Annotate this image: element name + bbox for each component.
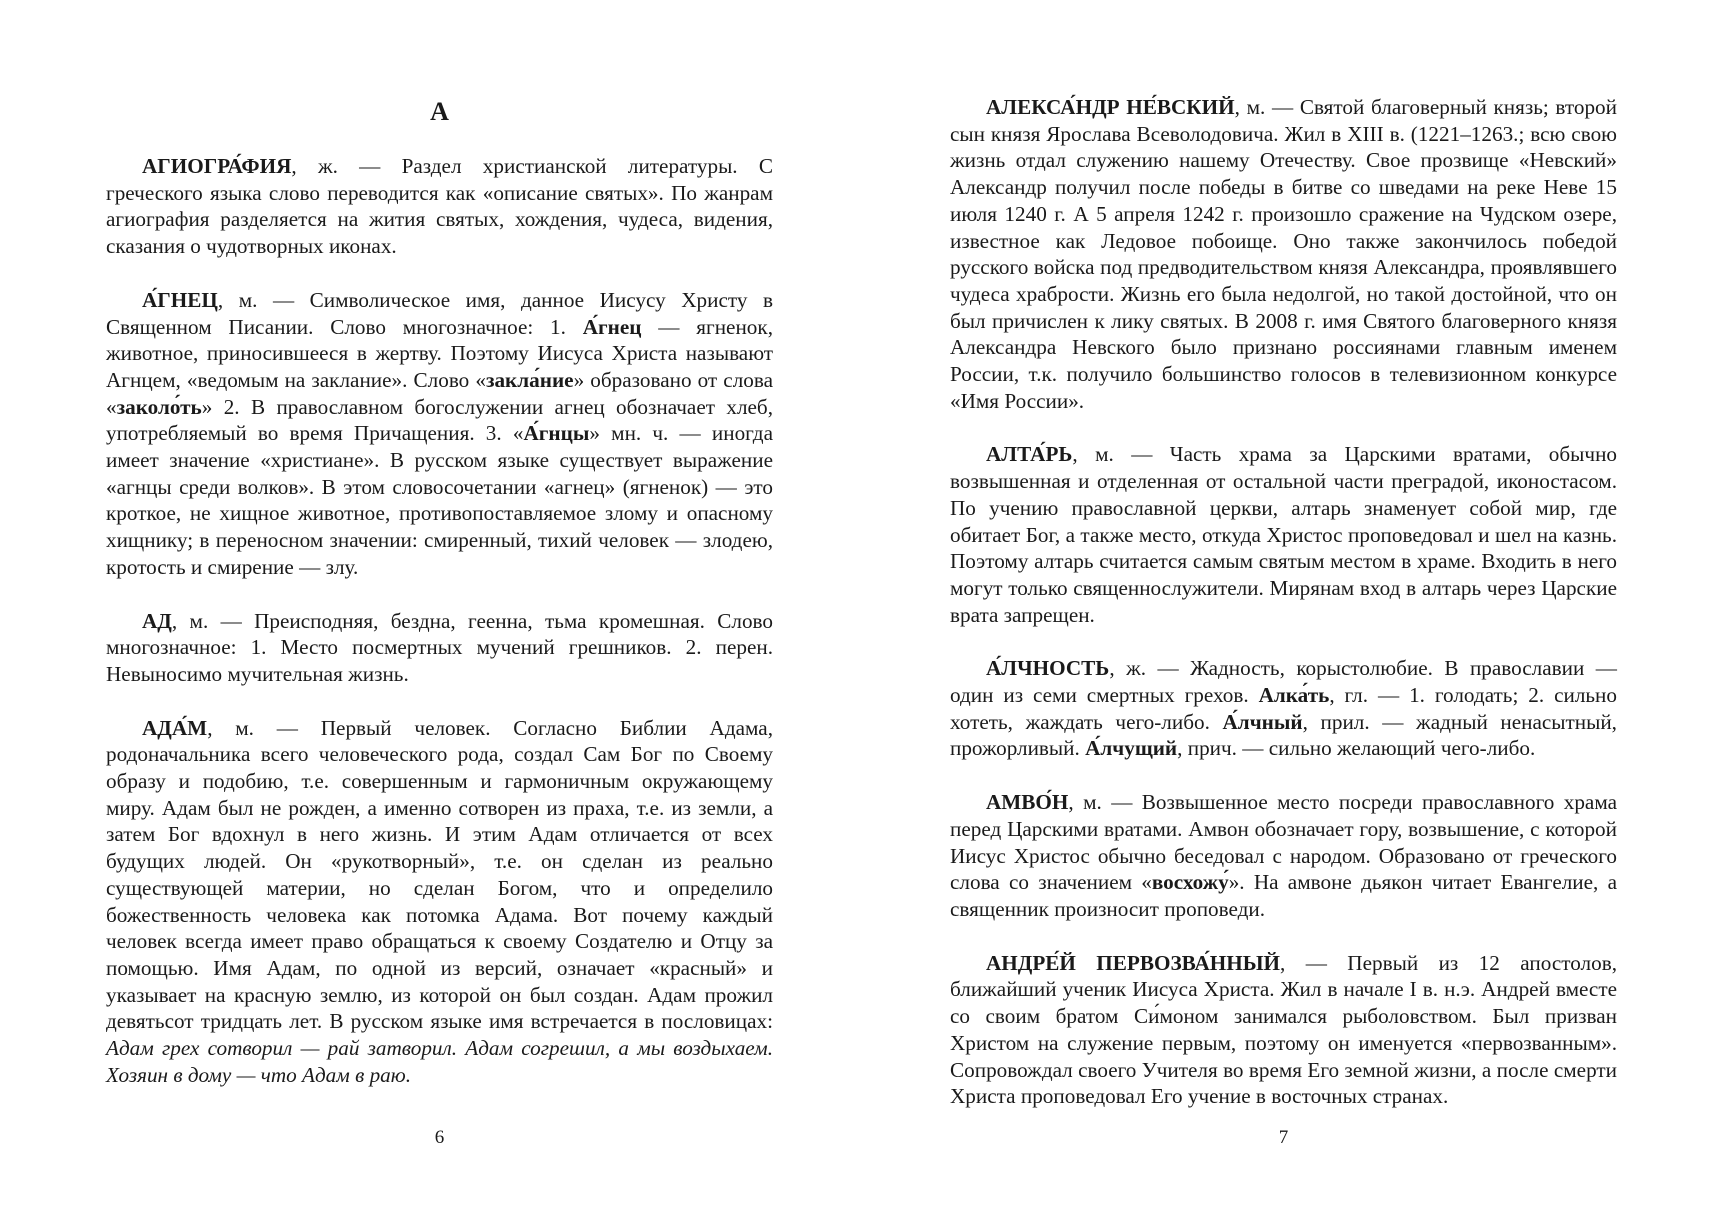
entry-headword: А́ГНЕЦ xyxy=(142,287,218,312)
section-letter-heading: А xyxy=(430,97,449,126)
entry-text: , прил. — жадный ненасытный, прожорливый. xyxy=(950,709,1617,761)
entry-text: , м. — Возвышенное место посреди православного храма перед Царскими вратами. Амвон обозначает гору, возвышение, с которой Иисус Христос обычно беседовал с народом. Образовано от греческого слова со значением « xyxy=(950,790,1617,895)
entry-text: , гл. — 1. голодать; 2. сильно хотеть, жаждать чего-либо. xyxy=(950,683,1617,734)
entry-term: А́лчущий xyxy=(1085,736,1178,761)
entry-term: восхожу́ xyxy=(1151,870,1229,895)
entry-text: , ж. — Раздел христианской литературы. С греческого языка слово переводится как «описание святых». По жанрам агиография разделяется на жития святых, хождения, чудеса, видения, сказания о чудотворных иконах. xyxy=(106,154,773,259)
entry-headword: АДА́М xyxy=(142,715,208,740)
dictionary-entry xyxy=(950,441,1617,628)
entry-text: , м. — Символическое имя, данное Иисусу Христу в Священном Писании. Слово многозначное: 1. xyxy=(106,287,773,339)
dictionary-entry xyxy=(106,287,773,581)
dictionary-entry xyxy=(950,94,1617,414)
dictionary-entry xyxy=(106,715,773,1089)
entry-headword: АГИОГРА́ФИЯ xyxy=(142,154,292,178)
dictionary-entry xyxy=(950,789,1617,923)
entry-text: , м. — Преисподняя, бездна, геенна, тьма кромешная. Слово многозначное: 1. Место посмертных мучений грешников. 2. перен. Невыносимо мучительная жизнь. xyxy=(106,608,773,686)
entry-text: » образовано от слова « xyxy=(106,367,773,419)
page-number: 6 xyxy=(434,1127,445,1148)
entry-text: — ягненок, животное, приносившееся в жертву. Поэтому Иисуса Христа называют Агнцем, «ведомым на заклание». Слово « xyxy=(106,314,773,392)
dictionary-entry xyxy=(950,655,1617,762)
entry-text: , прич. — сильно желающий чего-либо. xyxy=(1177,736,1536,761)
entry-term: Алка́ть xyxy=(1258,683,1330,708)
entry-term: заколо́ть xyxy=(116,394,202,419)
entry-text: ». На амвоне дьякон читает Евангелие, а священник произносит проповеди. xyxy=(950,870,1617,921)
left-page xyxy=(106,0,773,1211)
entry-text: , м. — Святой благоверный князь; второй сын князя Ярослава Всеволодовича. Жил в XIII в. (1221–1263.; всю свою жизнь отдал служению нашему Отечеству. Свое прозвище «Невский» Александр получил после победы в битве со шведами на реке Неве 15 июля 1240 г. А 5 апреля 1242 г. произошло сражение на Чудском озере, известное как Ледовое побоище. Оно также закончилось победой русского войска под предводительством князя Александра, проявлявшего чудеса храбрости. Жизнь его была недолгой, но такой достойной, что он был причислен к лику святых. В 2008 г. имя Святого благоверного князя Александра Невского было признано россиянами главным именем России, т.к. получило большинство голосов в телевизионном конкурсе «Имя России». xyxy=(950,95,1617,413)
page-number: 7 xyxy=(1278,1127,1289,1148)
entry-headword: АД xyxy=(142,608,172,633)
right-page xyxy=(950,0,1617,1211)
right-entries xyxy=(950,94,1617,1137)
entry-text: » мн. ч. — иногда имеет значение «христиане». В русском языке существует выражение «агнцы среди волков». В этом словосочетании «агнец» (ягненок) — это кроткое, не хищное животное, противопоставляемое злому и опасному хищнику; в переносном значении: смиренный, тихий человек — злодею, кротость и смирение — злу. xyxy=(106,421,773,579)
dictionary-entry xyxy=(106,608,773,688)
entry-text: » 2. В православном богослужении агнец обозначает хлеб, употребляемый во время Причащения. 3. « xyxy=(106,394,773,446)
left-entries xyxy=(106,153,773,1116)
entry-headword: АМВО́Н xyxy=(986,790,1069,815)
entry-text: , м. — Часть храма за Царскими вратами, обычно возвышенная и отделенная от остальной части преградой, иконостасом. По учению православной церкви, алтарь знаменует собой мир, где обитает Бог, а также место, откуда Христос проповедовал и шел на казнь. Поэтому алтарь считается самым святым местом в храме. Входить в него могут только священнослужители. Мирянам вход в алтарь через Царские врата запрещен. xyxy=(950,442,1617,627)
entry-headword: АЛЕКСА́НДР НЕ́ВСКИЙ xyxy=(986,95,1235,119)
entry-term: А́гнец xyxy=(582,314,642,339)
entry-term: А́лчный xyxy=(1222,709,1303,734)
entry-headword: А́ЛЧНОСТЬ xyxy=(986,656,1110,681)
entry-term: закла́ние xyxy=(485,367,574,392)
dictionary-entry xyxy=(106,153,773,260)
entry-term: А́гнцы xyxy=(523,421,590,446)
entry-proverb: Адам грех сотворил — рай затворил. Адам согрешил, а мы воздыхаем. Хозяин в дому — что Адам в раю. xyxy=(106,1036,773,1087)
entry-text: , м. — Первый человек. Согласно Библии Адама, родоначальника всего человеческого рода, создал Сам Бог по Своему образу и подобию, т.е. совершенным и гармоничным окружающему миру. Адам был не рожден, а именно сотворен из праха, т.е. из земли, а затем Бог вдохнул в него жизнь. И этим Адам отличается от всех будущих людей. Он «рукотворный», т.е. он сделан из реально существующей материи, но сделан Богом, что и определило божественность человека как потомка Адама. Вот почему каждый человек всегда имеет право обращаться к своему Создателю и Отцу за помощью. Имя Адам, по одной из версий, означает «красный» и указывает на красную землю, из которой он был создан. Адам прожил девятьсот тридцать лет. В русском языке имя встречается в пословицах: xyxy=(106,715,773,1034)
entry-headword: АЛТА́РЬ xyxy=(986,442,1073,467)
dictionary-entry xyxy=(950,950,1617,1110)
entry-text: , — Первый из 12 апостолов, ближайший ученик Иисуса Христа. Жил в начале I в. н.э. Андрей вместе со своим братом Си́моном занимался рыболовством. Был призван Христом на служение первым, поэтому он именуется «первозванным». Сопровождал своего Учителя во время Его земной жизни, а после смерти Христа проповедовал Его учение в восточных странах. xyxy=(950,950,1618,1109)
entry-headword: АНДРЕ́Й ПЕРВОЗВА́ННЫЙ xyxy=(986,950,1281,975)
entry-text: , ж. — Жадность, корыстолюбие. В православии — один из семи смертных грехов. xyxy=(950,656,1617,708)
